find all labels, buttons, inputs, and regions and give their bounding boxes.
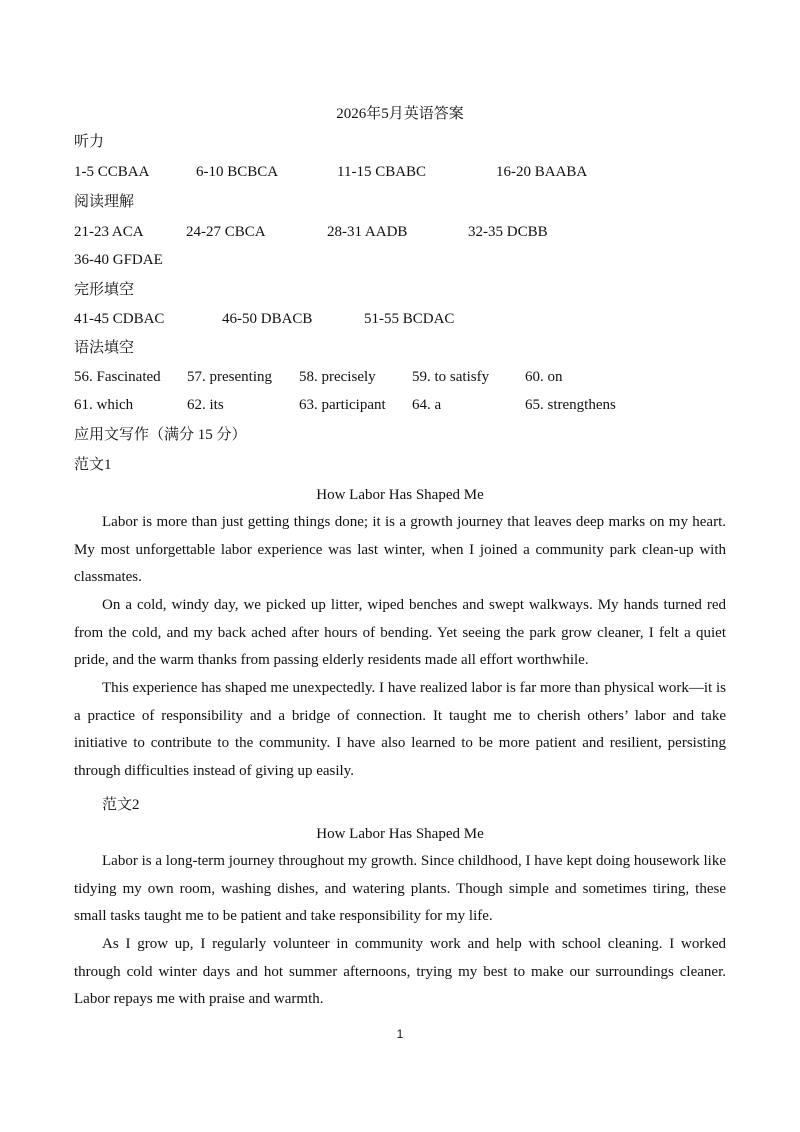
sample2-paragraph-2: As I grow up, I regularly volunteer in community work and help with school cleaning. I worked through cold winter days and hot summer afternoons, trying my best to make our surroundings cleaner. Labor repays me with praise and warmth.	[74, 936, 726, 1007]
answer-group: 6-10 BCBCA	[196, 164, 279, 180]
grammar-answer: 63. participant	[299, 397, 386, 413]
sample2-paragraph-1: Labor is a long-term journey throughout my growth. Since childhood, I have kept doing housework like tidying my own room, washing dishes, and watering plants. Though simple and sometimes tiring, these small tasks taught me to be patient and take responsibility for my life.	[74, 853, 726, 924]
grammar-answer: 58. precisely	[299, 369, 376, 385]
writing-label: 应用文写作（满分 15 分）	[74, 427, 247, 443]
cloze-answers-row	[0, 305, 800, 333]
grammar-answers-row-1	[0, 363, 800, 391]
sample1-paragraph-3: This experience has shaped me unexpectedly. I have realized labor is far more than physical work—it is a practice of responsibility and a bridge of connection. It taught me to cherish others’ labor and take initiative to contribute to the community. I have also learned to be more patient and resilient, persisting through difficulties instead of giving up easily.	[74, 680, 726, 779]
answer-group: 11-15 CBABC	[337, 164, 427, 180]
answer-group: 51-55 BCDAC	[364, 311, 455, 327]
grammar-answers-row-2	[0, 391, 800, 419]
grammar-label: 语法填空	[74, 340, 135, 356]
grammar-answer: 57. presenting	[187, 369, 272, 385]
sample1-paragraph-1: Labor is more than just getting things done; it is a growth journey that leaves deep marks on my heart. My most unforgettable labor experience was last winter, when I joined a community park clean-up with classmates.	[74, 514, 726, 585]
answer-group: 32-35 DCBB	[468, 224, 548, 240]
grammar-answer: 65. strengthens	[525, 397, 616, 413]
sample1-label: 范文1	[74, 457, 112, 473]
grammar-answer: 62. its	[187, 397, 224, 413]
answer-group: 16-20 BAABA	[496, 164, 588, 180]
grammar-answer: 61. which	[74, 397, 134, 413]
grammar-answer: 59. to satisfy	[412, 369, 490, 385]
listening-answers-row	[0, 158, 800, 186]
cloze-label: 完形填空	[74, 282, 135, 298]
sample2-label: 范文2	[102, 797, 140, 813]
reading-answers-row	[0, 218, 800, 246]
answer-group: 46-50 DBACB	[222, 311, 313, 327]
grammar-answer: 56. Fascinated	[74, 369, 161, 385]
reading-label: 阅读理解	[74, 194, 135, 210]
page-number: 1	[396, 1027, 404, 1041]
sample2-title: How Labor Has Shaped Me	[316, 826, 484, 842]
answer-group: 36-40 GFDAE	[74, 252, 163, 268]
grammar-answer: 64. a	[412, 397, 442, 413]
sample1-paragraph-2: On a cold, windy day, we picked up litter, wiped benches and swept walkways. My hands turned red from the cold, and my back ached after hours of bending. Yet seeing the park grow cleaner, I felt a quiet pride, and the warm thanks from passing elderly residents made all effort worthwhile.	[74, 597, 726, 668]
page-title: 2026年5月英语答案	[336, 106, 464, 122]
sample1-title: How Labor Has Shaped Me	[316, 487, 484, 503]
answer-group: 24-27 CBCA	[186, 224, 266, 240]
answer-group: 28-31 AADB	[327, 224, 408, 240]
reading-answers-row-2	[0, 246, 800, 274]
answer-group: 21-23 ACA	[74, 224, 144, 240]
listening-label: 听力	[74, 134, 105, 150]
grammar-answer: 60. on	[525, 369, 563, 385]
answer-group: 1-5 CCBAA	[74, 164, 150, 180]
answer-group: 41-45 CDBAC	[74, 311, 165, 327]
